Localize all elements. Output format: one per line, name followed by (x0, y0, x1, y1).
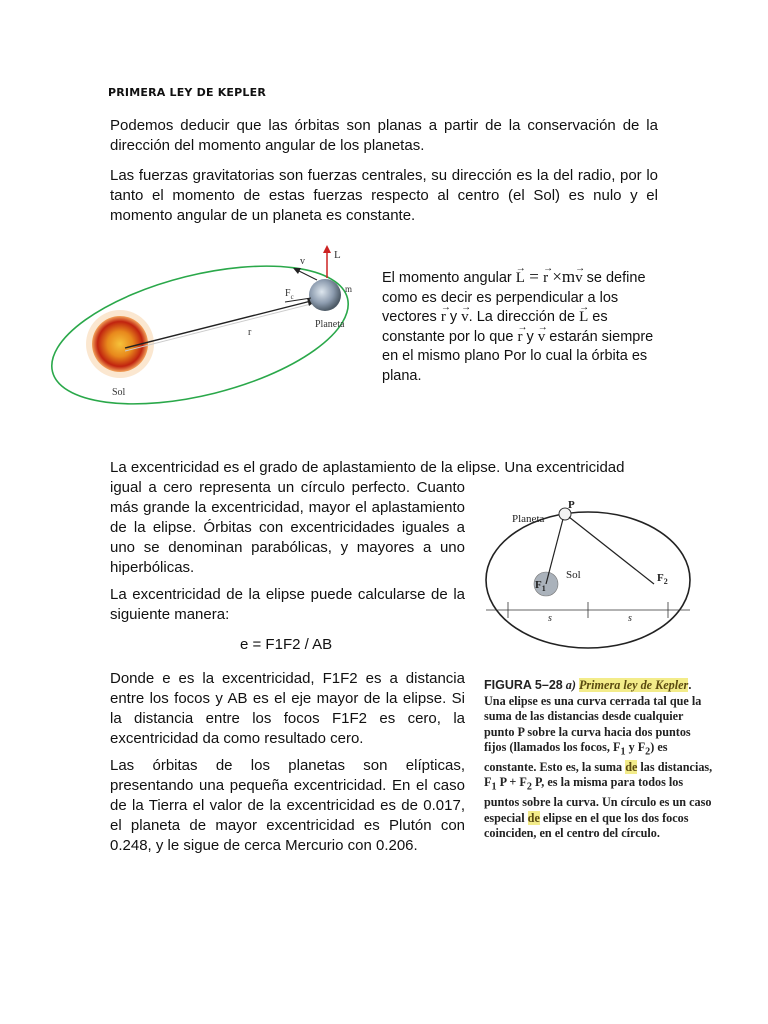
paragraph-eccentricity-line1: La excentricidad es el grado de aplastamiento de la elipse. Una excentricidad (110, 459, 625, 476)
planet-label: Planeta (315, 319, 345, 330)
figure-caption: FIGURA 5–28 a) Primera ley de Kepler. Una elipse es una curva cerrada tal que la suma de las distancias desde cualquier punto P sobre la curva hacia dos puntos fijos (llamados los focos, $F_1$ y $F_2$) es constante. Esto es, la suma de las distancias, $F_1$ $P + F_2$ P, es la misma para todos los puntos sobre la curva. Un círculo es un caso especial de elipse en el que los dos focos coinciden, en el centro del círculo. (484, 678, 713, 841)
page-title: PRIMERA LEY DE KEPLER (108, 86, 266, 99)
paragraph-eccentricity: igual a cero representa un círculo perfecto. Cuanto más grande la excentricidad, mayor el aplastamiento de la elipse. Órbitas con excentricidades iguales a uno se denominan parabólicas, y mayores a uno hiperbólicas. (110, 479, 465, 576)
planet (309, 279, 341, 311)
eccentricity-formula: e = F1F2 / AB (240, 636, 333, 653)
radius-vector (125, 300, 315, 348)
paragraph-definition: Donde e es la excentricidad, F1F2 es a distancia entre los focos y AB es el eje mayor de la elipse. Si la distancia entre los focos F1F2 es cero, la excentricidad da como resultado cero. (110, 670, 465, 747)
r-label: r (248, 327, 252, 338)
paragraph-1: Podemos deducir que las órbitas son planas a partir de la conservación de la dirección del momento angular de los planetas. (110, 117, 658, 154)
L-label: L (334, 249, 341, 261)
momentum-equation: → L = → r ×m→ v (516, 267, 583, 286)
ellipse-foci-diagram (478, 490, 698, 650)
sol-label: Sol (566, 569, 581, 581)
s-label-right: s (628, 613, 632, 624)
f1-to-p-line (546, 519, 563, 584)
figure-label: FIGURA 5–28 (484, 678, 563, 692)
paragraph-calculation: La excentricidad de la elipse puede calcularse de la siguiente manera: (110, 586, 465, 623)
highlighted-title: Primera ley de Kepler (578, 678, 689, 692)
f2-to-p-line (569, 517, 654, 584)
fc-label: $F_c$ (285, 288, 294, 301)
paragraph-planet-orbits: Las órbitas de los planetas son elípticas, presentando una pequeña excentricidad. En el caso de la Tierra el valor de la excentricidad es de 0.017, el planeta de mayor excentricidad es Plutón con 0.248, y le sigue de cerca Mercurio con 0.206. (110, 757, 465, 854)
orbit-diagram (45, 240, 375, 420)
f2-label: $F_2$ (657, 572, 668, 586)
mass-label: m (345, 284, 353, 294)
sun-label: Sol (112, 387, 126, 398)
p-label: P (568, 499, 575, 511)
s-label-left: s (548, 613, 552, 624)
v-label: v (300, 256, 305, 267)
angular-momentum-text: El momento angular → L = → r ×m→ v se define como es decir es perpendicular a los vectores → r y → v. La dirección de → L es constante por lo que → r y → v estarán siempre en el mismo plano Por lo cual la órbita es plana. (382, 267, 662, 386)
paragraph-2: Las fuerzas gravitatorias son fuerzas centrales, su dirección es la del radio, por lo tanto el momento de estas fuerzas respecto al centro (el Sol) es nulo y el momento angular de un planeta es constante. (110, 167, 658, 224)
f1-label: $F_1$ (535, 579, 546, 593)
planeta-label: Planeta (512, 513, 545, 525)
